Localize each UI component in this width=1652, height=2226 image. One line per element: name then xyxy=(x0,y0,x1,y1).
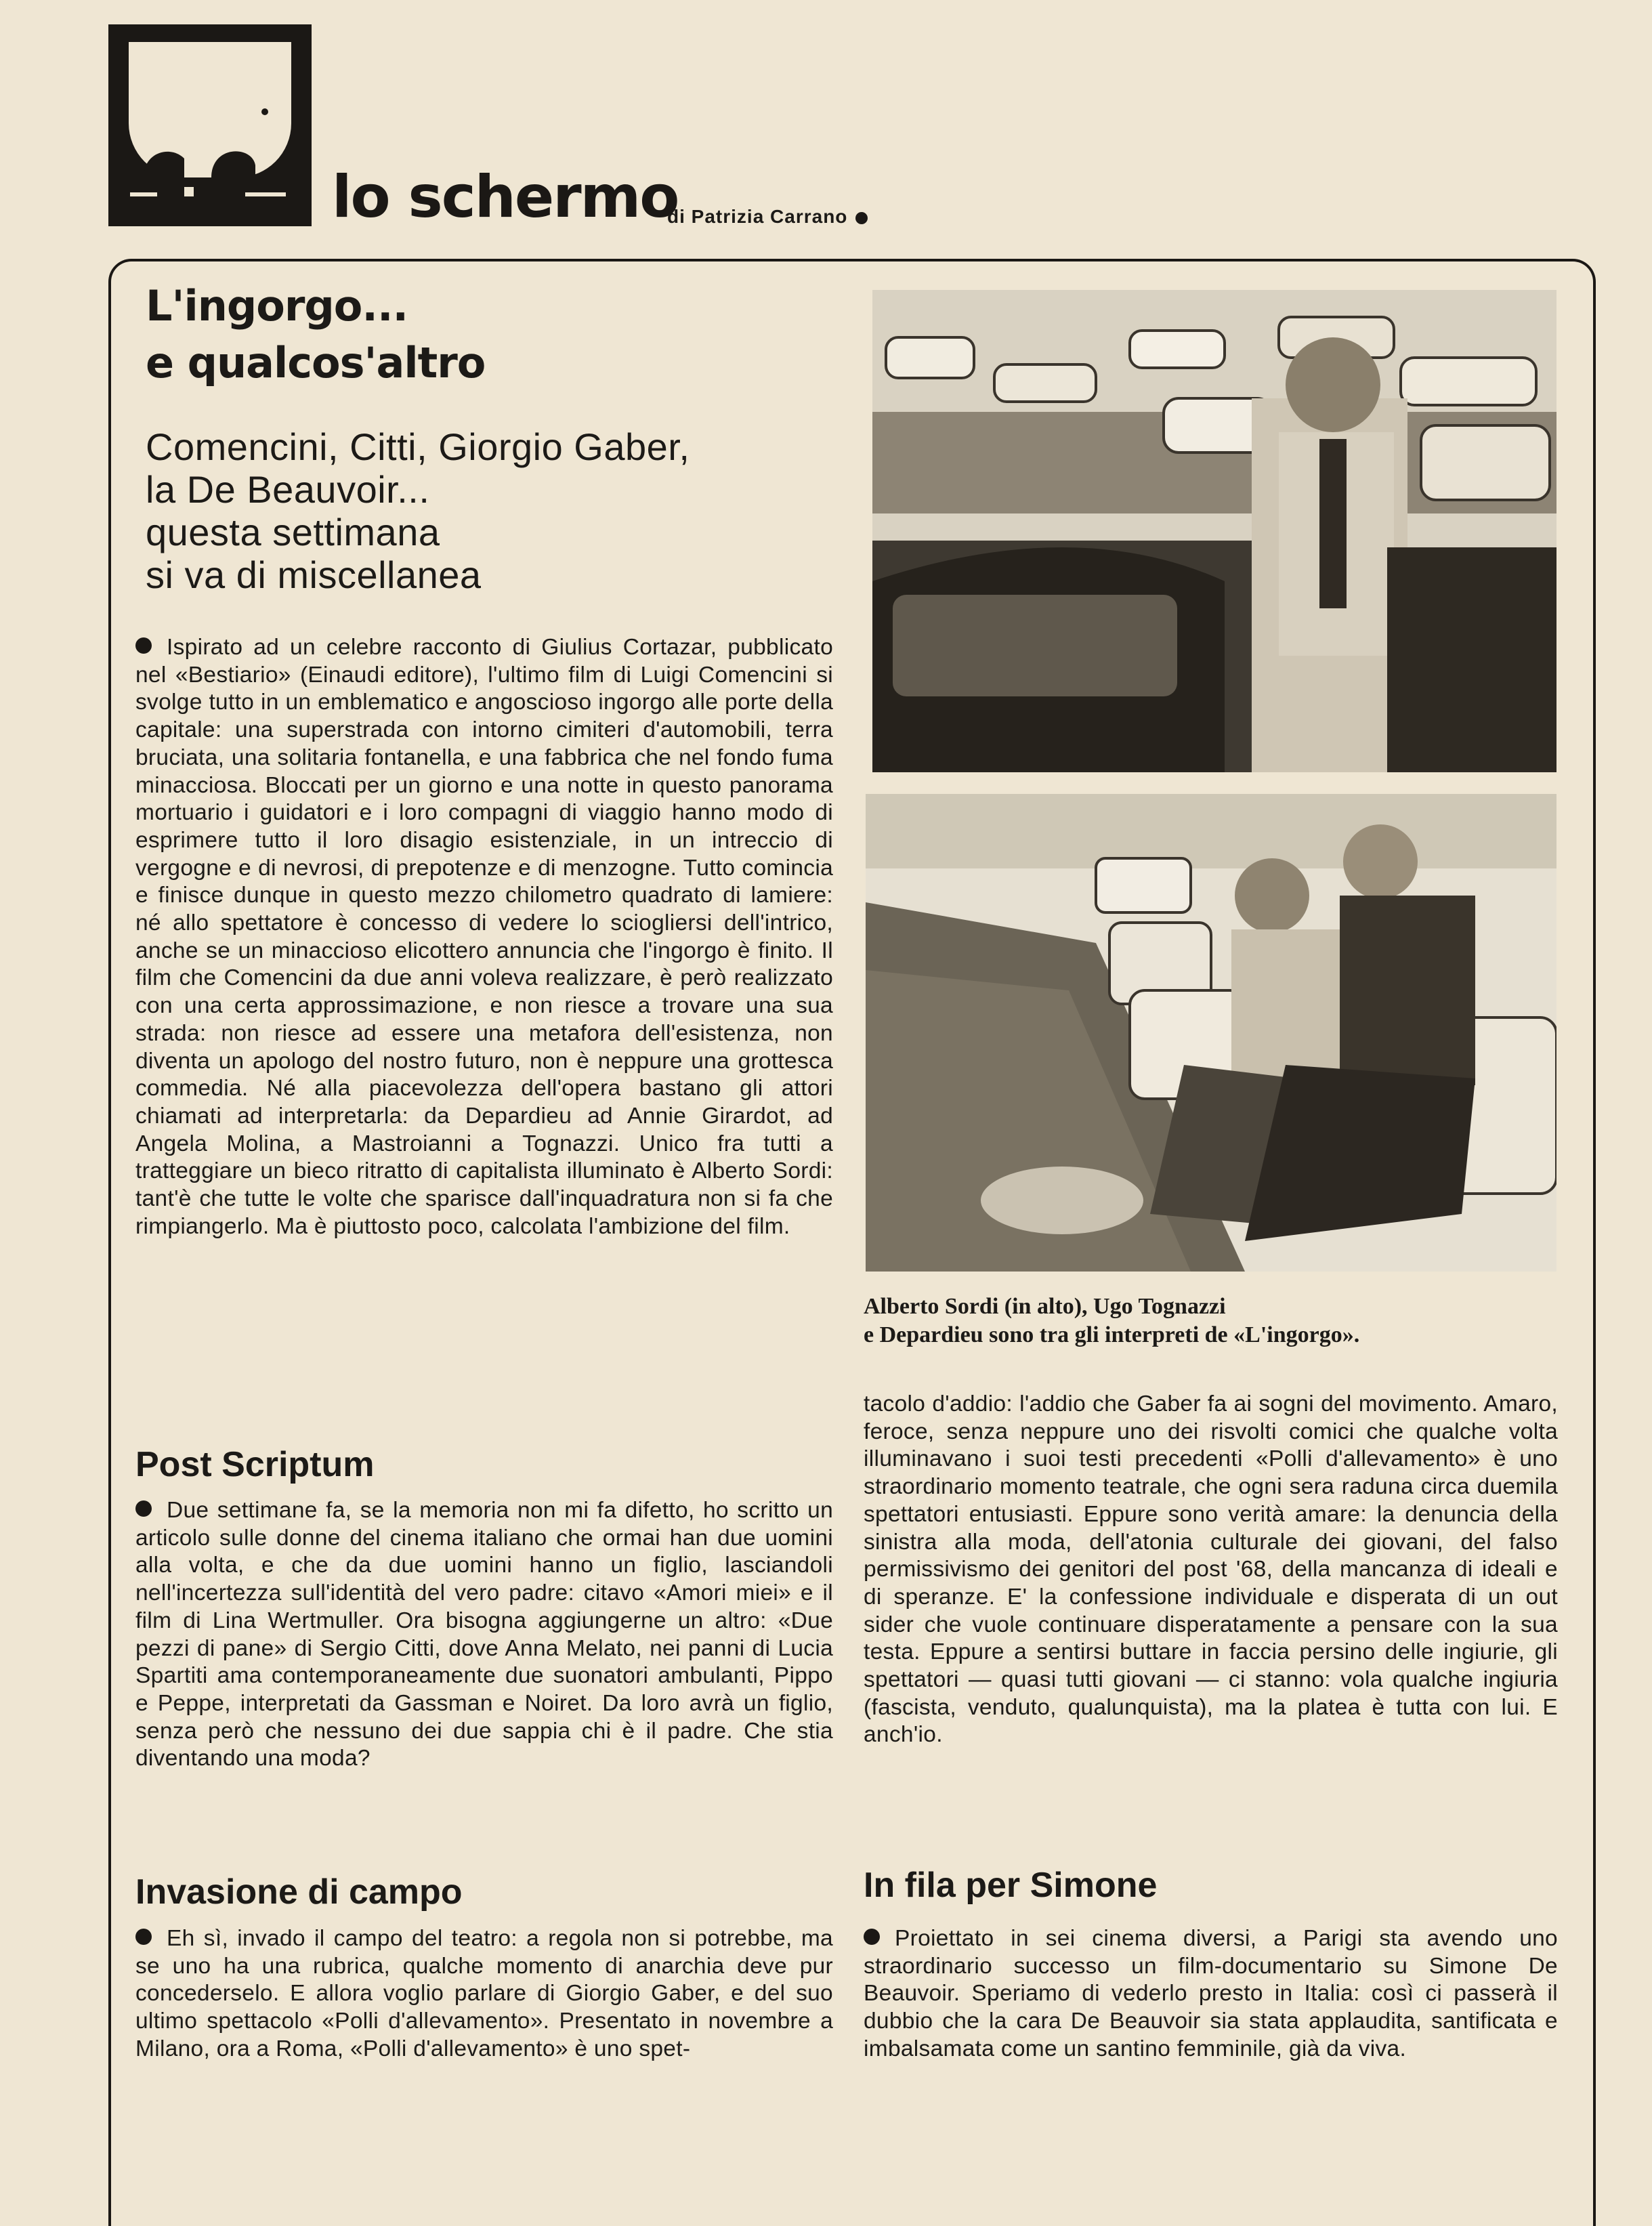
section-heading-invasione: Invasione di campo xyxy=(135,1872,463,1912)
headline-line-2: e qualcos'altro xyxy=(146,338,486,387)
post-scriptum-paragraph xyxy=(135,1497,833,1773)
subhead-line: Comencini, Citti, Giorgio Gaber, xyxy=(146,425,690,468)
in-fila-paragraph xyxy=(864,1925,1558,2063)
photo-cars-scene-2 xyxy=(866,794,1556,1272)
photo-cars-scene-1 xyxy=(872,290,1556,772)
logo-film-icon xyxy=(117,145,303,219)
continuation-paragraph: tacolo d'addio: l'addio che Gaber fa ai sogni del movimento. Amaro, feroce, senza neppure uno dei risvolti comici che qualche volta illuminavano i suoi testi precedenti «Polli d'allevamento» è uno straordinario momento teatrale, che ogni sera raduna circa duemila spettatori entusiasti. Eppure sono verità amare: la denuncia della sinistra alla moda, dell'atonia culturale dei giovani, del falso permissivismo dei genitori del post '68, della mancanza di ideali e di speranze. E' la confessione individuale e disperata di un out sider che vuole continuare disperatamente a pensare con la sua testa. Eppure a sentirsi buttare in faccia persino delle ingiurie, gli spettatori — quasi tutti giovani — ci stanno: vola qualche ingiuria (fascista, venduto, qualunquista), ma la platea è tutta con lui. E anch'io. xyxy=(864,1391,1558,1748)
bullet-icon xyxy=(135,1929,152,1945)
column-logo xyxy=(108,24,312,226)
section-heading-in-fila: In fila per Simone xyxy=(864,1866,1158,1905)
byline-text: di Patrizia Carrano xyxy=(667,206,848,227)
subhead-line: si va di miscellanea xyxy=(146,553,482,596)
subhead-line: questa settimana xyxy=(146,511,440,553)
bullet-icon xyxy=(135,637,152,654)
caption-line-1: Alberto Sordi (in alto), Ugo Tognazzi xyxy=(864,1294,1226,1319)
masthead-title: lo schermo xyxy=(332,163,679,231)
photo-caption xyxy=(864,1293,1558,1349)
headline-line-1: L'ingorgo... xyxy=(146,281,408,331)
photo-alberto-sordi xyxy=(872,290,1556,772)
invasione-text: Eh sì, invado il campo del teatro: a regola non si potrebbe, ma se uno ha una rubrica, qualche momento di anarchia deve pur concederselo. E allora voglio parlare di Giorgio Gaber, e del suo ultimo spettacolo «Polli d'allevamento». Presentato in novembre a Milano, ora a Roma, «Polli d'allevamento» è uno spet- xyxy=(135,1926,833,2061)
byline-bullet-icon xyxy=(855,212,868,224)
article-headline xyxy=(146,278,755,392)
in-fila-text: Proiettato in sei cinema diversi, a Parigi sta avendo uno straordinario successo un film-documentario su Simone De Beauvoir. Speriamo di vederlo presto in Italia: così ci passerà il dubbio che la cara De Beauvoir sia stata applaudita, santificata e imbalsamata come un santino femminile, già da viva. xyxy=(864,1926,1558,2061)
caption-line-2: e Depardieu sono tra gli interpreti de «L'ingorgo». xyxy=(864,1322,1360,1347)
logo-dot xyxy=(261,108,268,115)
intro-paragraph xyxy=(135,634,833,1240)
bullet-icon xyxy=(864,1929,880,1945)
invasione-paragraph xyxy=(135,1925,833,2063)
bullet-icon xyxy=(135,1500,152,1517)
article-subhead xyxy=(146,425,823,596)
intro-text: Ispirato ad un celebre racconto di Giulius Cortazar, pubblicato nel «Bestiario» (Einaudi editore), l'ultimo film di Luigi Comencini si svolge tutto in un emblematico e angoscioso ingorgo alle porte della capitale: una superstrada con intorno cimiteri d'automobili, terra bruciata, una solitaria fontanella, e una fabbrica che nel fondo fuma minacciosa. Bloccati per un giorno e una notte in questo panorama mortuario i guidatori e i loro compagni di viaggio hanno modo di esprimere tutto il loro disagio esistenziale, in un intreccio di vergogne e di nevrosi, di prepotenze e di menzogne. Tutto comincia e finisce dunque in questo mezzo chilometro quadrato di lamiere: né allo spettatore è concesso di vedere lo sciogliersi dell'intrico, anche se un minaccioso elicottero annuncia che l'ingorgo è finito. Il film che Comencini da due anni voleva realizzare, è però realizzato con una certa approssimazione, e non riesce a trovare una sua strada: non riesce ad essere una metafora dell'esistenza, non diventa un apologo del nostro futuro, non è neppure una grottesca commedia. Né alla piacevolezza dell'opera bastano gli attori chiamati ad interpretarla: da Depardieu ad Annie Girardot, ad Angela Molina, a Mastroianni a Tognazzi. Unico fra tutti a tratteggiare un bieco ritratto di capitalista illuminato è Alberto Sordi: tant'è che tutte le volte che sparisce dall'inquadratura non si fa che rimpiangerlo. Ma è piuttosto poco, calcolata l'ambizione del film. xyxy=(135,635,833,1239)
subhead-line: la De Beauvoir... xyxy=(146,468,430,511)
byline xyxy=(667,206,868,228)
photo-tognazzi-depardieu xyxy=(866,794,1556,1272)
post-scriptum-text: Due settimane fa, se la memoria non mi fa difetto, ho scritto un articolo sulle donne del cinema italiano che ormai han due uomini alla volta, e che da due uomini hanno un figlio, lasciandoli nell'incertezza sull'identità del vero padre: citavo «Amori miei» e il film di Lina Wertmuller. Ora bisogna aggiungerne un altro: «Due pezzi di pane» di Sergio Citti, dove Anna Melato, nei panni di Lucia Spartiti ama contemporaneamente due suonatori ambulanti, Pippo e Peppe, interpretati da Gassman e Noiret. Da loro avrà un figlio, senza però che nessuno dei due sappia chi è il padre. Che stia diventando una moda? xyxy=(135,1498,833,1771)
section-heading-post-scriptum: Post Scriptum xyxy=(135,1445,375,1484)
